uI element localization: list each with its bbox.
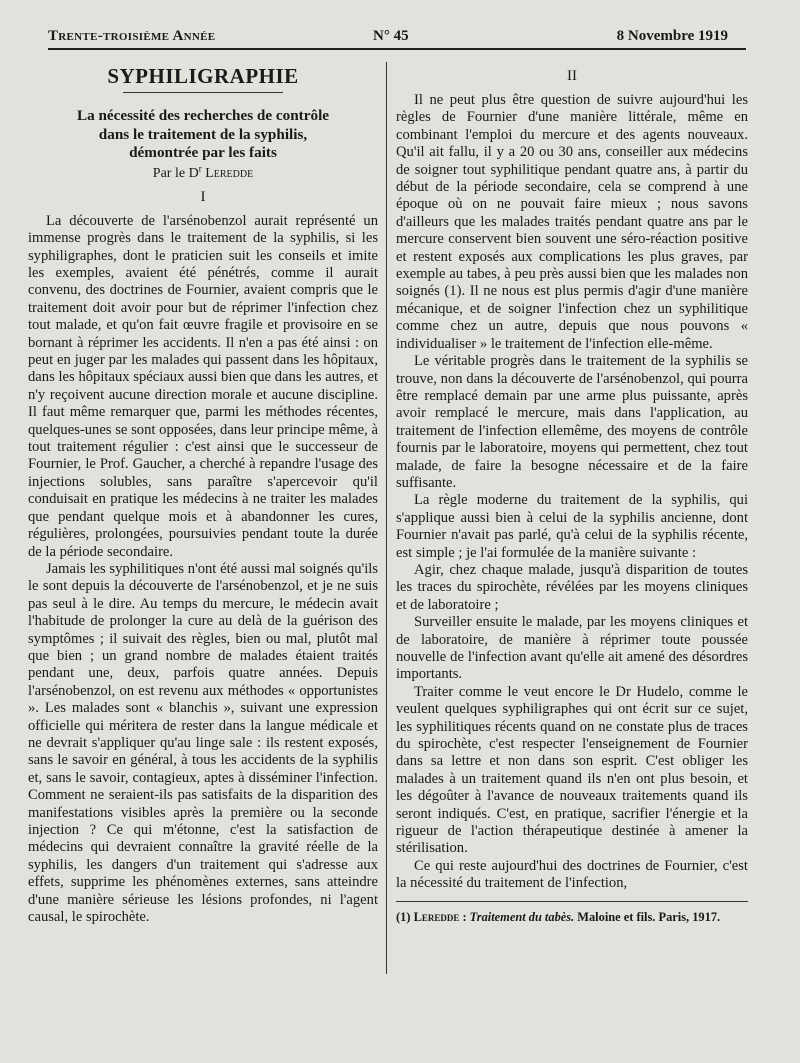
footnote-marker: (1) xyxy=(396,909,411,924)
paragraph: La découverte de l'arsénobenzol aurait représenté un immense progrès dans le traitement de la syphilis, si les syphiligraphes, dont le praticien suit les conseils et imite les exemples, avaient été pénétrés, comme il aurait convenu, des doctrines de Fournier, avaient compris que le traitement doit avoir pour but de réprimer l'infection chez tout malade, et qu'on fait œuvre fragile et provisoire en se bornant à réprimer les accidents. Il n'en a pas été ainsi : on peut en juger par les malades qui passent dans les hôpitaux, dans les hôpitaux spéciaux aussi bien que dans les autres, et n'y reçoivent aucune direction morale et aucune discipline. Il faut même remarquer que, parmi les méthodes récentes, quelques-unes se sont opposées, dans leur principe même, à tout traitement régulier : c'est ainsi que le successeur de Fournier, le Prof. Gaucher, a cherché à repandre l'usage des injections solubles, sans paraître s'apercevoir qu'il conduisait en pratique les médecins à ne traiter les malades que pendant quelque mois et à abandonner les cures, régulières, prolongées, poursuivies pendant toute la durée de la période secondaire. xyxy=(28,212,378,560)
paragraph: Surveiller ensuite le malade, par les moyens cliniques et de laboratoire, de manière à réprimer toute poussée nouvelle de l'infection avant qu'elle ait amené des désordres importants. xyxy=(396,614,748,683)
paragraph: Jamais les syphilitiques n'ont été aussi mal soignés qu'ils le sont depuis la découverte de l'arsénobenzol, et je ne suis pas seul à le dire. Au temps du mercure, le médecin avait l'habitude de prolonger la cure au delà de la guérison des symptômes ; il suivait des règles, bien ou mal, plutôt mal que bien ; un grand nombre de malades étaient traités pendant une, deux, parfois quatre années. Depuis l'arsénobenzol, on est revenu aux méthodes « opportunistes ». Les malades sont « blanchis », suivant une expression officielle qui méritera de rester dans la langue médicale et ne devrait s'appliquer qu'au linge sale : ils restent exposés, sans le savoir en général, à tous les accidents de la syphilis et, sans le savoir, contagieux, aptes à disséminer l'infection. Comment ne seraient-ils pas satisfaits de la disparition des manifestations visibles après la première ou la seconde injection ? Ce qui m'étonne, c'est la satisfaction de médecins qui devraient connaître la gravité réelle de la syphilis, les dangers d'un traitement qui s'adresse aux effets, supprime les phénomènes externes, sans atteindre d'une manière sérieuse les lésions profondes, ni l'agent causal, le spirochète. xyxy=(28,560,378,926)
article-title-line: La nécessité des recherches de contrôle xyxy=(76,107,330,124)
part-numeral-1: I xyxy=(200,188,206,205)
article-title-line: démontrée par les faits xyxy=(129,144,277,162)
right-column xyxy=(396,64,748,925)
section-title: SYPHILIGRAPHIE xyxy=(107,64,299,88)
issue-number: N° 45 xyxy=(373,28,409,44)
paragraph: Agir, chez chaque malade, jusqu'à disparition de toutes les traces du spirochète, révélées par les moyens cliniques et de laboratoire ; xyxy=(396,561,748,613)
paragraph: Il ne peut plus être question de suivre aujourd'hui les règles de Fournier d'une manière littérale, même en combinant l'emploi du mercure et des agents nouveaux. Qu'il ait fallu, il y a 20 ou 30 ans, conseiller aux médecins de soigner tout syphilitique pendant quatre ans, à partir du début de la période secondaire, cela se comprend à une époque où on ne pouvait faire mieux ; nous savons d'ailleurs que les malades traités pendant quatre ans par le mercure conservent bien souvent une séro-réaction positive et restent exposés aux complications les plus graves, par exemple au tabes, à peu près aussi bien que les malades non soignés (1). Il ne nous est plus permis d'agir d'une manière mécanique, et de soigner l'infection chez un syphilitique comme chez un autre, depuis que nous pouvons « individualiser » le traitement de l'infection elle-même. xyxy=(396,92,748,352)
footnote: (1) Leredde : Traitement du tabès. Maloine et fils. Paris, 1917. xyxy=(396,909,721,924)
header-rule xyxy=(48,48,746,50)
left-column xyxy=(28,64,378,926)
article-title-line: dans le traitement de la syphilis, xyxy=(98,125,308,143)
byline xyxy=(28,165,378,183)
column-divider xyxy=(386,62,387,974)
issue-date: 8 Novembre 1919 xyxy=(616,28,728,44)
paragraph: La règle moderne du traitement de la syphilis, qui s'applique aussi bien à celui de la syphilis ancienne, dont Fournier n'avait pas parlé, qu'à celui de la syphilis récente, est simple ; je l'ai formulée de la manière suivante : xyxy=(396,492,748,561)
running-head xyxy=(48,28,728,48)
part-numeral-2: II xyxy=(567,68,577,84)
footnote-rule xyxy=(396,901,748,902)
section-title-rule xyxy=(123,92,283,93)
byline-author: Leredde xyxy=(205,165,254,181)
paragraph: Traiter comme le veut encore le Dr Hudelo, comme le veulent quelques syphiligraphes qui ont écrit sur ce sujet, les syphilitiques récents quand on ne constate plus de traces du spirochète, c'est respecter l'enseignement de Fournier dans sa lettre et non dans son esprit. C'est obliger les malades à un traitement quand ils n'en ont plus besoin, et les dégoûter à l'avance de nouveaux traitements quand ils seront indiqués. C'est, en pratique, sacrifier l'énergie et la rigueur de l'action thérapeutique destinée à amener la stérilisation. xyxy=(396,683,748,857)
footnote-author: Leredde xyxy=(413,909,460,924)
byline-title-sup: r xyxy=(198,163,202,174)
volume-year: Trente-troisième Année xyxy=(48,28,216,44)
byline-prefix: Par le D xyxy=(152,165,199,181)
article-title xyxy=(28,107,378,163)
footnote-work: Traitement du tabès. xyxy=(469,909,575,924)
paragraph: Le véritable progrès dans le traitement de la syphilis se trouve, non dans la découverte de l'arsénobenzol, qui pourra être remplacé demain par une arme plus puissante, après avoir remplacé le mercure, mais dans l'application, au traitement de l'infection ellemême, des moyens de contrôle fournis par le laboratoire, moyens qui permettent, chez tout malade, de faire la besogne nécessaire et de la faire suffisante. xyxy=(396,353,748,491)
footnote-publisher: Maloine et fils. Paris, 1917. xyxy=(577,909,721,924)
paragraph: Ce qui reste aujourd'hui des doctrines de Fournier, c'est la nécessité du traitement de l'infection, xyxy=(396,857,748,892)
